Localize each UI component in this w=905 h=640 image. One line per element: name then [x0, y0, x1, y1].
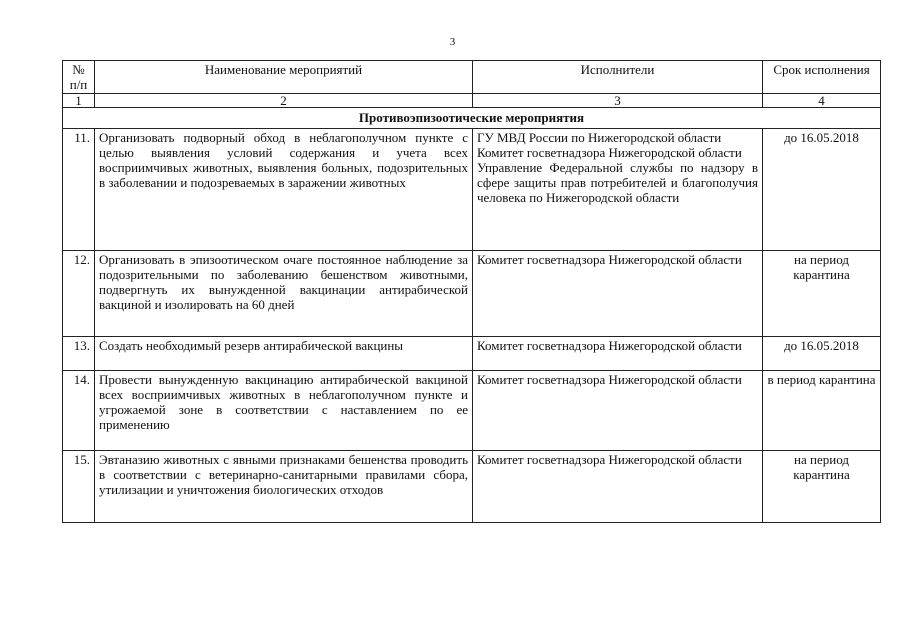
- section-row: [63, 108, 881, 129]
- row-term: в период карантина: [763, 371, 881, 451]
- row-executors: [473, 251, 763, 337]
- executor: Комитет госветнадзора Нижегородской области: [477, 145, 742, 160]
- column-number: 1: [63, 94, 95, 108]
- section-title: Противоэпизоотические мероприятия: [63, 108, 881, 129]
- row-number: 13.: [63, 337, 95, 371]
- action-plan-table: [62, 60, 881, 523]
- row-number: 15.: [63, 451, 95, 523]
- column-number: 2: [95, 94, 473, 108]
- header-name: Наименование мероприятий: [95, 61, 473, 94]
- executor: ГУ МВД России по Нижегородской области: [477, 130, 722, 145]
- executor: Комитет госветнадзора Нижегородской области: [477, 452, 742, 467]
- header-num: № п/п: [63, 61, 95, 94]
- executor: Комитет госветнадзора Нижегородской области: [477, 372, 742, 387]
- column-number: 3: [473, 94, 763, 108]
- row-name: Провести вынужденную вакцинацию антирабической вакциной всех восприимчивых животных в неблагополучном пункте и угрожаемой зоне в соответствии с наставлением по ее применению: [95, 371, 473, 451]
- row-name: Организовать подворный обход в неблагополучном пункте с целью выявления условий содержания и учета всех восприимчивых животных, выявления больных, подозрительных в заболевании и подозреваемых в заражении животных: [95, 129, 473, 251]
- row-number: 12.: [63, 251, 95, 337]
- row-term: на период карантина: [763, 451, 881, 523]
- row-executors: [473, 129, 763, 251]
- table-row: [63, 337, 881, 371]
- executor: Управление Федеральной службы по надзору в сфере защиты прав потребителей и благополучия человека по Нижегородской области: [477, 160, 758, 205]
- table-row: [63, 371, 881, 451]
- table-header-row: [63, 61, 881, 94]
- row-term: до 16.05.2018: [763, 129, 881, 251]
- page-number: 3: [449, 36, 456, 48]
- row-number: 11.: [63, 129, 95, 251]
- executor: Комитет госветнадзора Нижегородской области: [477, 252, 742, 267]
- row-name: Эвтаназию животных с явными признаками бешенства проводить в соответствии с ветеринарно-санитарными правилами сбора, утилизации и уничтожения биологических отходов: [95, 451, 473, 523]
- table-row: [63, 129, 881, 251]
- table-row: [63, 251, 881, 337]
- row-number: 14.: [63, 371, 95, 451]
- row-name: Создать необходимый резерв антирабической вакцины: [95, 337, 473, 371]
- column-number-row: [63, 94, 881, 108]
- header-term: Срок исполнения: [763, 61, 881, 94]
- executor: Комитет госветнадзора Нижегородской области: [477, 338, 742, 353]
- row-term: на период карантина: [763, 251, 881, 337]
- row-executors: [473, 371, 763, 451]
- table-row: [63, 451, 881, 523]
- column-number: 4: [763, 94, 881, 108]
- row-executors: [473, 337, 763, 371]
- row-name: Организовать в эпизоотическом очаге постоянное наблюдение за подозрительными по заболеванию бешенством животными, подвергнуть их вынужденной вакцинации антирабической вакциной и изолировать на 60 дней: [95, 251, 473, 337]
- row-executors: [473, 451, 763, 523]
- header-executors: Исполнители: [473, 61, 763, 94]
- row-term: до 16.05.2018: [763, 337, 881, 371]
